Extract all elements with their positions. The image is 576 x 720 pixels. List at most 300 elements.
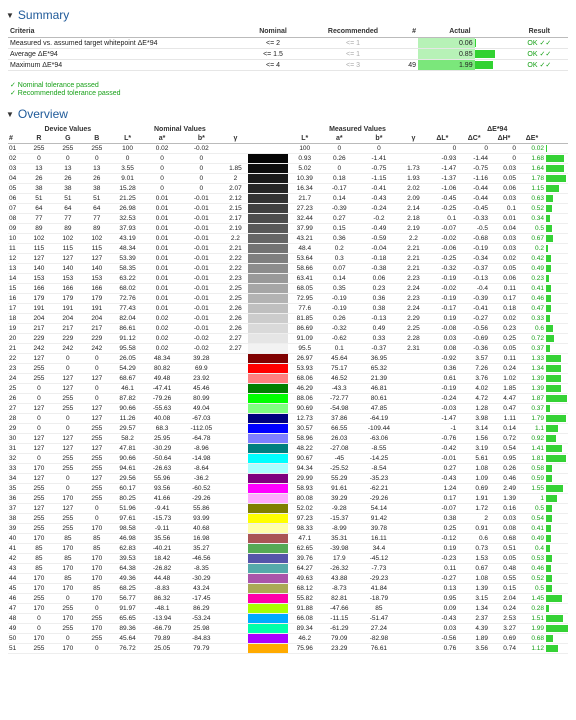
col-g-cell: 170 (53, 564, 82, 574)
col-index-cell: 24 (8, 374, 24, 384)
overview-row (8, 394, 568, 404)
col-nom-a-cell: 0.02 (144, 314, 180, 324)
col-nom-l-cell: 62.83 (111, 544, 144, 554)
overview-row (8, 414, 568, 424)
col-meas-b-cell: 0 (357, 144, 400, 154)
col-dl-cell: 0.03 (426, 624, 458, 634)
col-nom-b-cell: -0.01 (180, 224, 222, 234)
col-dh-cell: 0.51 (490, 544, 518, 554)
col-dl-cell: -0.03 (426, 404, 458, 414)
de-bar-fill (546, 645, 558, 652)
overview-row (8, 164, 568, 174)
col-nom-a-cell: 68.3 (144, 424, 180, 434)
col-b-cell: 115 (82, 244, 111, 254)
col-nom-a-cell: 0.01 (144, 304, 180, 314)
overview-row (8, 384, 568, 394)
color-swatch (248, 164, 288, 174)
col-index-cell: 10 (8, 234, 24, 244)
col-nom-l-cell: 100 (111, 144, 144, 154)
col-nom-l-cell: 46.98 (111, 534, 144, 544)
col-meas-b-cell: -1.41 (357, 154, 400, 164)
col-dl-cell: 0.19 (426, 314, 458, 324)
col-nom-l-cell: 65.65 (111, 614, 144, 624)
col-b-cell: 127 (82, 474, 111, 484)
col-b-cell: 0 (82, 514, 111, 524)
col-b-cell: 127 (82, 414, 111, 424)
color-swatch-fill (248, 414, 288, 423)
col-de-cell: 0.53 (518, 554, 546, 564)
col-nom-gamma-cell (222, 564, 248, 574)
col-dh-cell: 0.08 (490, 524, 518, 534)
col-meas-a-cell: -8.99 (321, 524, 357, 534)
col-r-cell: 0 (24, 624, 53, 634)
de-bar-fill (546, 525, 551, 532)
col-nom-b-cell: -0.02 (180, 344, 222, 354)
de-bar (546, 204, 568, 214)
col-index-cell: 50 (8, 634, 24, 644)
col-meas-b-cell: 54.14 (357, 504, 400, 514)
de-bar (546, 164, 568, 174)
col-r: R (24, 134, 53, 144)
de-bar (546, 344, 568, 354)
de-bar-fill (546, 165, 564, 172)
col-g-cell: 255 (53, 524, 82, 534)
color-swatch (248, 444, 288, 454)
col-dl-cell: -0.19 (426, 294, 458, 304)
col-nom-l-cell: 98.58 (111, 524, 144, 534)
col-nom-l-cell: 64.38 (111, 564, 144, 574)
col-meas-a-cell: 0.14 (321, 194, 357, 204)
col-meas-b-cell: 46.81 (357, 384, 400, 394)
color-swatch-fill (248, 534, 288, 543)
col-nom-gamma-cell (222, 354, 248, 364)
actual-bar-fill (475, 39, 476, 47)
col-de-cell: 0.52 (518, 204, 546, 214)
col-meas-b-cell: 0.36 (357, 294, 400, 304)
col-meas-l-cell: 52.02 (288, 504, 321, 514)
col-de-cell: 0.37 (518, 344, 546, 354)
col-index-cell: 31 (8, 444, 24, 454)
col-g-cell: 229 (53, 334, 82, 344)
color-swatch-fill (248, 564, 288, 573)
col-nom-b-cell: -0.01 (180, 264, 222, 274)
col-b-cell: 170 (82, 574, 111, 584)
col-nom-gamma-cell (222, 494, 248, 504)
col-dl-cell: -0.25 (426, 204, 458, 214)
col-r-cell: 127 (24, 404, 53, 414)
color-swatch-fill (248, 484, 288, 493)
col-nom-l-cell: 77.43 (111, 304, 144, 314)
col-index-cell: 45 (8, 584, 24, 594)
color-swatch (248, 214, 288, 224)
col-index-cell: 20 (8, 334, 24, 344)
col-dl-cell: -0.42 (426, 444, 458, 454)
col-nom-gamma-cell: 2.23 (222, 274, 248, 284)
col-g-cell: 255 (53, 464, 82, 474)
col-meas-l-cell: 39.76 (288, 554, 321, 564)
col-dc: ΔC* (458, 134, 490, 144)
color-swatch-fill (248, 624, 288, 633)
col-de-cell: 0.5 (518, 224, 546, 234)
col-nom-b-cell: 43.24 (180, 584, 222, 594)
col-dh-cell: 0.03 (490, 244, 518, 254)
color-swatch-fill (248, 284, 288, 293)
col-dl-cell: -0.43 (426, 474, 458, 484)
collapse-triangle-icon[interactable]: ▼ (6, 109, 14, 119)
col-dh-cell: 0 (490, 154, 518, 164)
col-dl-cell: 1.24 (426, 484, 458, 494)
col-index-cell: 27 (8, 404, 24, 414)
col-meas-b-cell: -1.15 (357, 174, 400, 184)
col-nom-gamma-cell: 2.21 (222, 244, 248, 254)
nominal-cell: <= 4 (238, 60, 308, 71)
col-nom-gamma-cell (222, 644, 248, 654)
de-bar-fill (546, 345, 550, 352)
col-meas-l-cell: 29.99 (288, 474, 321, 484)
de-bar (546, 214, 568, 224)
col-dc-cell: 3.98 (458, 414, 490, 424)
de-bar-fill (546, 495, 557, 502)
col-index-cell: 47 (8, 604, 24, 614)
col-dl-cell: -1.37 (426, 174, 458, 184)
col-recommended: Recommended (308, 26, 398, 38)
col-dh-cell: 0.03 (490, 194, 518, 204)
col-nom-l-cell: 9.01 (111, 174, 144, 184)
col-dc-cell: 0 (458, 144, 490, 154)
criteria-cell: Average ΔE*94 (8, 49, 238, 60)
color-swatch (248, 204, 288, 214)
col-de-cell: 1.87 (518, 394, 546, 404)
col-dh-cell: 0.23 (490, 324, 518, 334)
col-de-cell: 0.37 (518, 404, 546, 414)
de-bar-fill (546, 515, 552, 522)
col-dh-cell: 0.06 (490, 184, 518, 194)
de-bar-fill (546, 175, 566, 182)
color-swatch (248, 224, 288, 234)
col-b-cell: 85 (82, 534, 111, 544)
de-bar-fill (546, 435, 556, 442)
col-nom-l-cell: 47.81 (111, 444, 144, 454)
tolerance-note: ✓ Recommended tolerance passed (10, 90, 121, 97)
col-meas-a-cell: -45 (321, 454, 357, 464)
col-dh-cell: 0.05 (490, 264, 518, 274)
collapse-triangle-icon[interactable]: ▼ (6, 10, 14, 20)
col-meas-b-cell: -0.49 (357, 224, 400, 234)
col-nom-a-cell: -79.26 (144, 394, 180, 404)
col-criteria: Criteria (8, 26, 238, 38)
de-bar (546, 274, 568, 284)
col-dc-cell: -0.5 (458, 224, 490, 234)
color-swatch (248, 494, 288, 504)
col-g-cell: 204 (53, 314, 82, 324)
overview-row (8, 344, 568, 354)
col-meas-gamma-cell: 2.21 (400, 254, 426, 264)
col-nom-b-cell: 45.46 (180, 384, 222, 394)
col-dl-cell: -0.92 (426, 354, 458, 364)
col-r-cell: 170 (24, 634, 53, 644)
col-nom-b-cell: -0.01 (180, 204, 222, 214)
col-nom-gamma-cell: 2.12 (222, 194, 248, 204)
col-meas-l-cell: 77.6 (288, 304, 321, 314)
col-dl-cell: -0.25 (426, 254, 458, 264)
col-g-cell: 0 (53, 474, 82, 484)
overview-row (8, 354, 568, 364)
col-r-cell: 115 (24, 244, 53, 254)
col-dc-cell: 1.39 (458, 584, 490, 594)
overview-row (8, 454, 568, 464)
col-nom-l: L* (111, 134, 144, 144)
col-nom-b-cell: -0.02 (180, 144, 222, 154)
col-b-cell: 170 (82, 554, 111, 564)
col-de-cell: 1.39 (518, 384, 546, 394)
col-index-cell: 37 (8, 504, 24, 514)
col-dc-cell: 4.72 (458, 394, 490, 404)
col-meas-gamma: γ (400, 134, 426, 144)
col-meas-a-cell: 75.17 (321, 364, 357, 374)
col-nom-gamma-cell: 2.26 (222, 324, 248, 334)
col-index-cell: 30 (8, 434, 24, 444)
col-meas-l-cell: 86.69 (288, 324, 321, 334)
col-dh-cell: 0 (490, 144, 518, 154)
overview-row (8, 184, 568, 194)
de-bar (546, 444, 568, 454)
de-bar-fill (546, 415, 566, 422)
de-bar (546, 554, 568, 564)
de-bar (546, 394, 568, 404)
col-meas-l-cell: 95.5 (288, 344, 321, 354)
col-index-cell: 49 (8, 624, 24, 634)
col-dl-cell: 0.76 (426, 644, 458, 654)
col-nom-b-cell: 39.28 (180, 354, 222, 364)
col-nom-b-cell: 79.79 (180, 644, 222, 654)
overview-row (8, 474, 568, 484)
de-bar (546, 504, 568, 514)
col-index-cell: 26 (8, 394, 24, 404)
col-g-cell: 255 (53, 404, 82, 414)
col-meas-gamma-cell: 2.28 (400, 334, 426, 344)
col-dl-cell: -0.19 (426, 274, 458, 284)
col-nom-a-cell: 0.01 (144, 274, 180, 284)
col-nom-gamma-cell (222, 514, 248, 524)
color-swatch-fill (248, 614, 288, 623)
col-nom-gamma-cell: 2.25 (222, 294, 248, 304)
col-index-cell: 36 (8, 494, 24, 504)
color-swatch (248, 384, 288, 394)
color-swatch (248, 294, 288, 304)
col-r-cell: 64 (24, 204, 53, 214)
col-nom-b-cell: -14.98 (180, 454, 222, 464)
color-swatch-fill (248, 524, 288, 533)
de-bar (546, 194, 568, 204)
col-dc-cell: 3.56 (458, 644, 490, 654)
de-bar-fill (546, 275, 549, 282)
col-dc-cell: 1.34 (458, 604, 490, 614)
col-meas-a-cell: 0 (321, 164, 357, 174)
col-index-cell: 12 (8, 254, 24, 264)
col-dl-cell: -0.56 (426, 634, 458, 644)
col-nom-a-cell: -13.94 (144, 614, 180, 624)
col-nom-a-cell: -15.73 (144, 514, 180, 524)
col-index-cell: 03 (8, 164, 24, 174)
col-dh-cell: 0.05 (490, 554, 518, 564)
color-swatch-fill (248, 354, 288, 363)
col-nom-l-cell: 43.19 (111, 234, 144, 244)
col-meas-l-cell: 10.39 (288, 174, 321, 184)
col-meas-l-cell: 97.23 (288, 514, 321, 524)
de-bar (546, 424, 568, 434)
col-nom-gamma-cell (222, 554, 248, 564)
de-bar (546, 224, 568, 234)
col-meas-a-cell: 37.86 (321, 414, 357, 424)
col-nom-gamma-cell (222, 524, 248, 534)
col-dh-cell: 1.85 (490, 384, 518, 394)
color-swatch (248, 564, 288, 574)
col-meas-l-cell: 58.93 (288, 484, 321, 494)
col-nom-b-cell: -0.02 (180, 334, 222, 344)
col-nom-l-cell: 37.93 (111, 224, 144, 234)
col-meas-gamma-cell (400, 564, 426, 574)
col-index-cell: 48 (8, 614, 24, 624)
col-meas-b-cell: -18.79 (357, 594, 400, 604)
col-dl-cell: 0.38 (426, 514, 458, 524)
col-nom-l-cell: 26.98 (111, 204, 144, 214)
col-dc-cell: 4.39 (458, 624, 490, 634)
col-nom-l-cell: 86.61 (111, 324, 144, 334)
col-de-cell: 0.28 (518, 604, 546, 614)
col-nom-l-cell: 58.35 (111, 264, 144, 274)
de-bar (546, 284, 568, 294)
col-dc-cell: 2.37 (458, 614, 490, 624)
col-nom-gamma-cell (222, 474, 248, 484)
col-meas-l-cell: 68.12 (288, 584, 321, 594)
overview-row (8, 374, 568, 384)
col-g-cell: 191 (53, 304, 82, 314)
col-dh-cell: 0.03 (490, 234, 518, 244)
color-swatch-fill (248, 334, 288, 343)
de-bar-fill (546, 475, 552, 482)
color-swatch-fill (248, 464, 288, 473)
col-de-cell: 0.59 (518, 474, 546, 484)
col-nom-a-cell: 0.02 (144, 334, 180, 344)
col-b-cell: 0 (82, 504, 111, 514)
col-nom-gamma-cell: 2.19 (222, 224, 248, 234)
col-dh-cell: 3.27 (490, 624, 518, 634)
col-de-cell: 0.5 (518, 504, 546, 514)
col-dl-cell: 0.27 (426, 464, 458, 474)
de-bar (546, 624, 568, 634)
col-dh-cell: 0.24 (490, 604, 518, 614)
col-meas-b-cell: 47.85 (357, 404, 400, 414)
overview-row (8, 504, 568, 514)
col-index-cell: 09 (8, 224, 24, 234)
summary-section-header[interactable] (0, 0, 576, 26)
col-nom-a-cell: -26.82 (144, 564, 180, 574)
col-nom-a-cell: -9.11 (144, 524, 180, 534)
col-nom-gamma-cell: 2.22 (222, 254, 248, 264)
col-de-cell: 1.41 (518, 444, 546, 454)
col-meas-b: b* (357, 134, 400, 144)
color-swatch (248, 304, 288, 314)
group-measured: Measured Values (329, 126, 386, 133)
col-g-cell: 140 (53, 264, 82, 274)
col-b-cell: 26 (82, 174, 111, 184)
col-dh-cell: 0.11 (490, 354, 518, 364)
col-index-cell: 17 (8, 304, 24, 314)
col-nom-gamma-cell (222, 574, 248, 584)
de-bar-fill (546, 385, 561, 392)
overview-row (8, 404, 568, 414)
de-bar (546, 314, 568, 324)
color-swatch (248, 504, 288, 514)
col-g-cell: 0 (53, 634, 82, 644)
col-b-cell: 166 (82, 284, 111, 294)
col-nom-b-cell: -29.26 (180, 494, 222, 504)
col-nom-b-cell: 93.99 (180, 514, 222, 524)
col-meas-a-cell: -0.62 (321, 334, 357, 344)
color-swatch (248, 484, 288, 494)
color-swatch (248, 314, 288, 324)
col-de-cell: 0.49 (518, 264, 546, 274)
de-bar-fill (546, 155, 564, 162)
col-dc-cell: -0.4 (458, 284, 490, 294)
col-de-cell: 0.63 (518, 194, 546, 204)
recommended-cell: <= 1 (308, 49, 398, 60)
col-g-cell: 170 (53, 494, 82, 504)
col-b-cell: 255 (82, 454, 111, 464)
col-meas-l: L* (288, 134, 321, 144)
col-nom-b-cell: -67.03 (180, 414, 222, 424)
col-nom-b-cell: -0.01 (180, 234, 222, 244)
col-r-cell: 51 (24, 194, 53, 204)
col-nom-gamma-cell (222, 624, 248, 634)
col-nom-l-cell: 54.29 (111, 364, 144, 374)
col-g-cell: 0 (53, 354, 82, 364)
col-dc-cell: -0.19 (458, 244, 490, 254)
col-meas-b-cell: -45.12 (357, 554, 400, 564)
col-b-cell: 64 (82, 204, 111, 214)
col-meas-b-cell: 80.61 (357, 394, 400, 404)
col-dl-cell: -0.02 (426, 284, 458, 294)
col-nom-l-cell: 51.96 (111, 504, 144, 514)
overview-row (8, 514, 568, 524)
col-meas-l-cell: 46.2 (288, 634, 321, 644)
col-dl-cell: -1.47 (426, 414, 458, 424)
col-dl: ΔL* (426, 134, 458, 144)
overview-row (8, 144, 568, 154)
col-meas-l-cell: 46.29 (288, 384, 321, 394)
col-meas-a-cell: 0.3 (321, 254, 357, 264)
col-meas-a-cell: 0 (321, 144, 357, 154)
col-nom-a-cell: 25.95 (144, 434, 180, 444)
col-dc-cell: 1.91 (458, 494, 490, 504)
overview-section-header[interactable] (0, 99, 576, 125)
col-nom-l-cell: 63.22 (111, 274, 144, 284)
col-nom-b-cell: -36.2 (180, 474, 222, 484)
col-dc-cell: 1.72 (458, 504, 490, 514)
col-nom-gamma-cell (222, 434, 248, 444)
col-nom-b-cell: 40.68 (180, 524, 222, 534)
color-swatch-fill (248, 214, 288, 223)
col-meas-gamma-cell (400, 644, 426, 654)
de-bar (546, 364, 568, 374)
color-swatch (248, 184, 288, 194)
de-bar (546, 244, 568, 254)
nominal-cell: <= 2 (238, 38, 308, 49)
col-nom-b-cell: -0.01 (180, 304, 222, 314)
col-meas-l-cell: 72.95 (288, 294, 321, 304)
color-swatch-fill (248, 244, 288, 253)
col-nom-gamma-cell: 2 (222, 174, 248, 184)
